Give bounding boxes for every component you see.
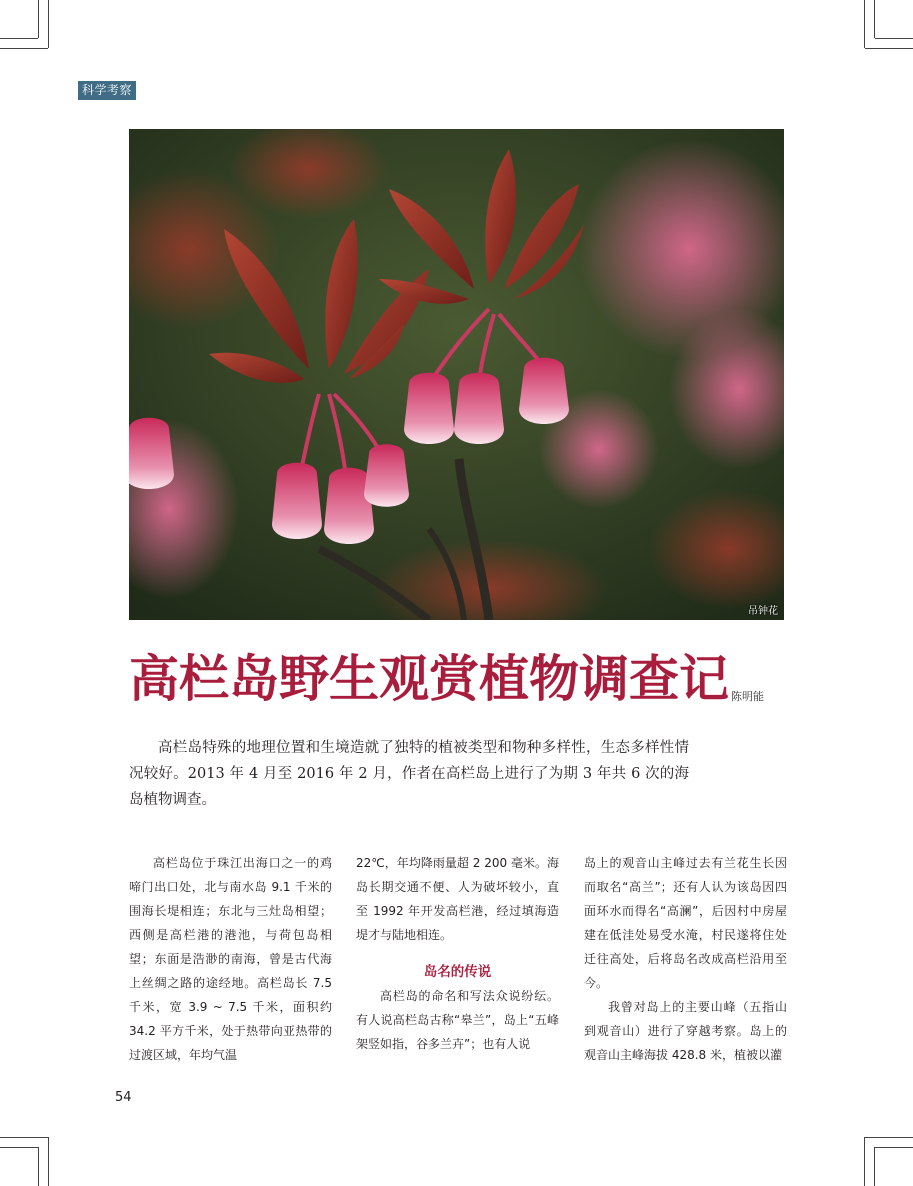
crop-mark [874, 1147, 875, 1186]
crop-mark [0, 48, 48, 49]
crop-mark [875, 38, 913, 39]
section-subheading: 岛名的传说 [423, 964, 492, 980]
crop-mark [875, 1147, 913, 1148]
body-paragraph: 高栏岛位于珠江出海口之一的鸡啼门出口处，北与南水岛 9.1 千米的围海长堤相连；东北与三灶岛相望；西侧是高栏港的港池，与荷包岛相望；东面是浩渺的南海，曾是古代海上丝绸之路的途经地。高栏岛长 7.5 千米，宽 3.9 ~ 7.5 千米，面积约 34.2 平方千米，处于热带向亚热带的过渡区域，年均气温 [129, 856, 332, 1062]
crop-mark [0, 38, 38, 39]
flower-illustration [129, 129, 784, 620]
body-paragraph: 岛上的观音山主峰过去有兰花生长因而取名“高兰”；还有人认为该岛因四面环水而得名“高澜”，后因村中房屋建在低洼处易受水淹，村民遂将住处迁往高处，后将岛名改成高栏沿用至今。 [584, 856, 787, 990]
body-paragraph: 我曾对岛上的主要山峰（五指山到观音山）进行了穿越考察。岛上的观音山主峰海拔 428.8 米，植被以灌 [584, 1000, 787, 1062]
body-paragraph: 高栏岛的命名和写法众说纷纭。有人说高栏岛古称“皋兰”，岛上“五峰架竖如指，谷多兰卉”；也有人说 [356, 989, 559, 1051]
section-tag: 科学考察 [78, 81, 136, 100]
flower-photo [129, 129, 784, 620]
body-paragraph: 22℃，年均降雨量超 2 200 毫米。海岛长期交通不便、人为破坏较小，直至 1992 年开发高栏港，经过填海造堤才与陆地相连。 [356, 856, 559, 942]
article-abstract: 高栏岛特殊的地理位置和生境造就了独特的植被类型和物种多样性，生态多样性情况较好。2013 年 4 月至 2016 年 2 月，作者在高栏岛上进行了为期 3 年共 6 次的海岛植物调查。 [129, 740, 689, 808]
crop-mark [0, 1137, 48, 1138]
crop-mark [874, 0, 875, 38]
crop-mark [48, 1137, 49, 1186]
crop-mark [48, 0, 49, 48]
crop-mark [0, 1147, 38, 1148]
photo-caption: 吊钟花 [748, 606, 778, 617]
crop-mark [864, 0, 865, 48]
author-name: 陈明能 [731, 690, 764, 703]
body-column-1 [129, 851, 332, 1067]
crop-mark [38, 1147, 39, 1186]
crop-mark [865, 1137, 913, 1138]
article-title: 高栏岛野生观赏植物调查记 [129, 649, 729, 708]
body-column-2 [356, 851, 559, 1056]
body-column-3 [584, 851, 787, 1067]
page-number: 54 [115, 1090, 132, 1105]
crop-mark [38, 0, 39, 38]
crop-mark [865, 48, 913, 49]
crop-mark [864, 1137, 865, 1186]
